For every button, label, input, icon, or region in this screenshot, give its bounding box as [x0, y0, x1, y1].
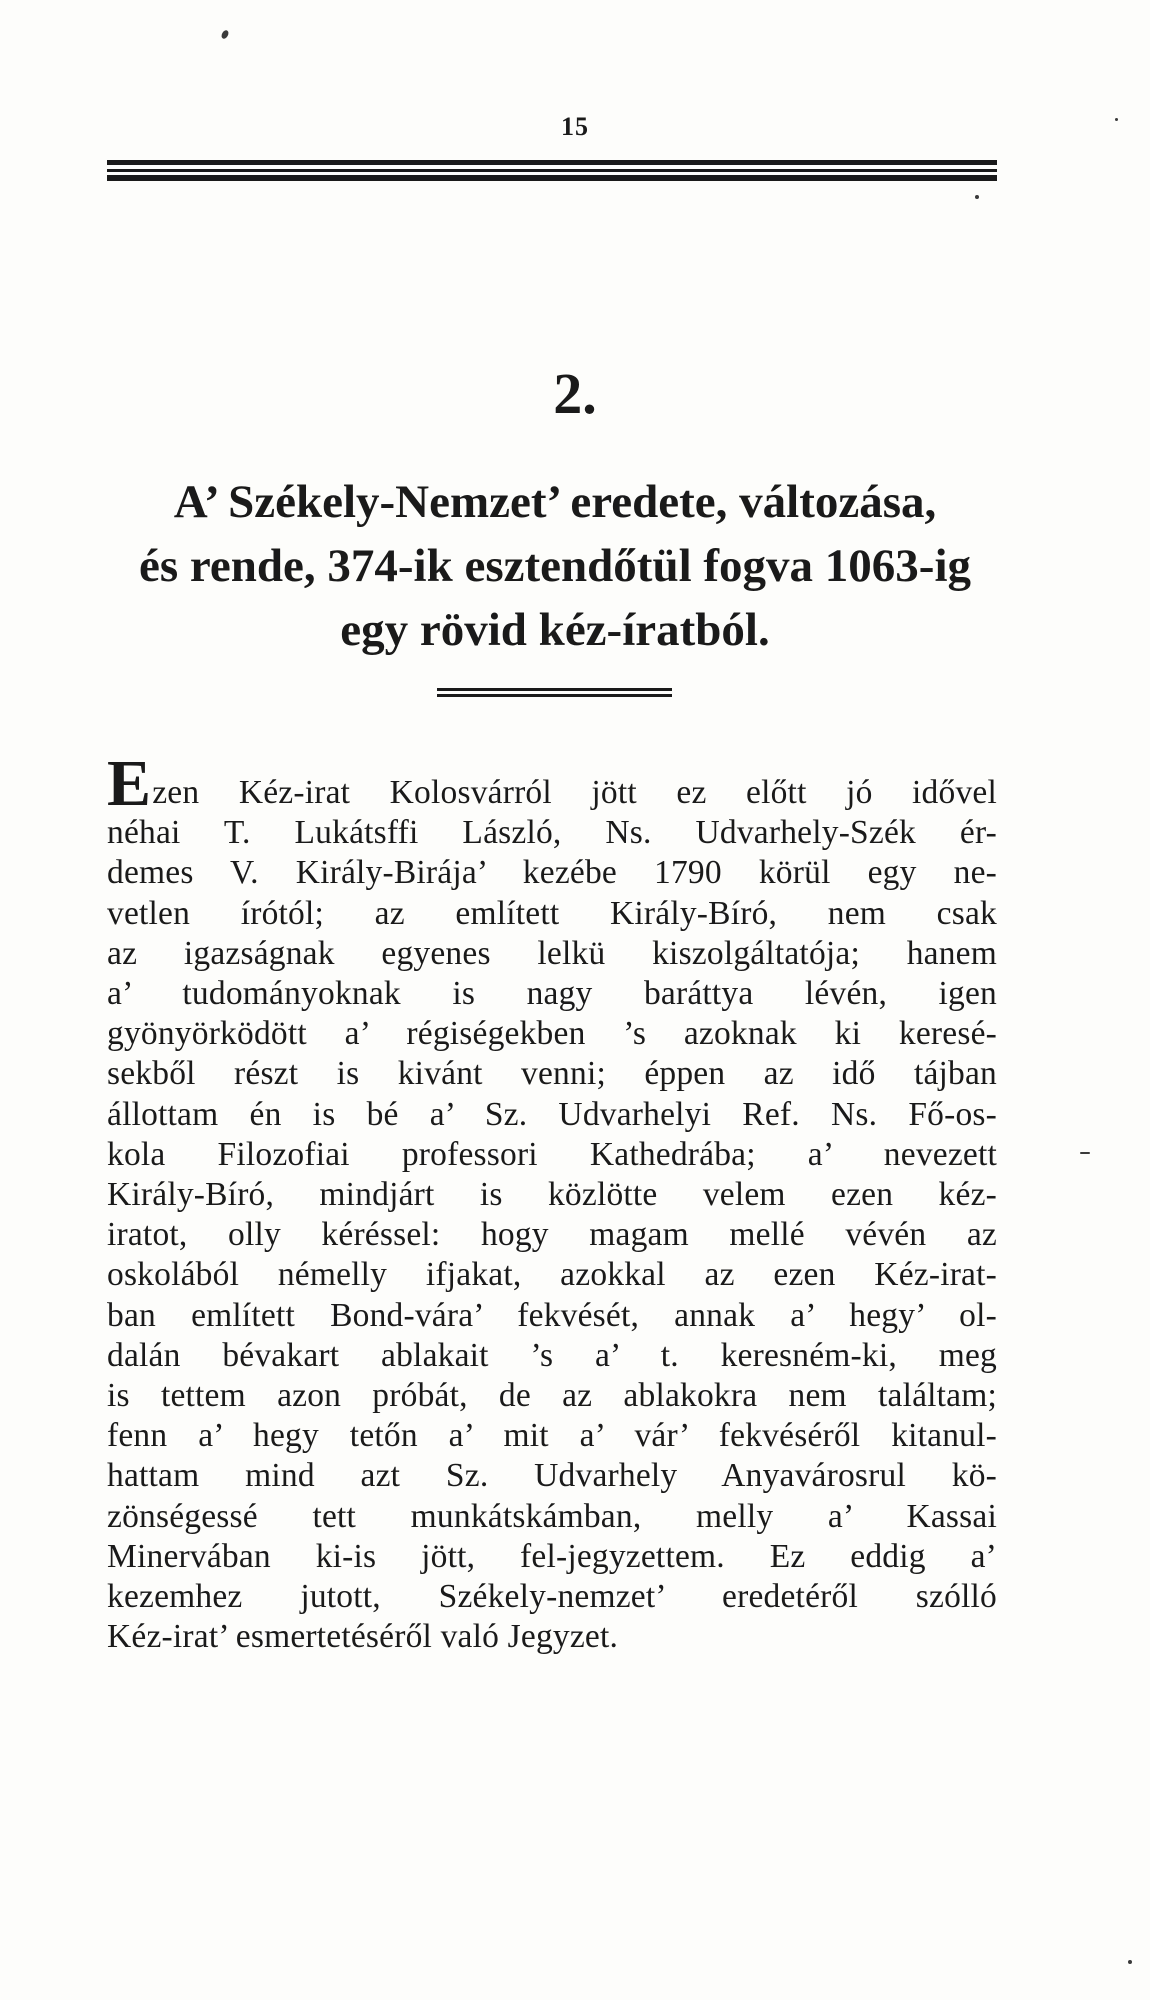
print-speck — [1128, 1960, 1132, 1964]
header-double-rule — [107, 160, 997, 182]
body-line: kezemhez jutott, Székely-nemzet’ eredetéről szólló — [107, 1578, 997, 1616]
body-line-text: zen Kéz-irat Kolosvárról jött ez előtt jó idővel — [152, 774, 997, 811]
body-line: Király-Bíró, mindjárt is közlötte velem ezen kéz- — [107, 1176, 997, 1214]
body-line: iratot, olly kéréssel: hogy magam mellé vévén az — [107, 1216, 997, 1254]
chapter-title-line: és rende, 374-ik esztendőtül fogva 1063-ig — [138, 540, 972, 592]
body-line: állottam én is bé a’ Sz. Udvarhelyi Ref. Ns. Fő-os- — [107, 1095, 997, 1133]
body-line: sekből részt is kivánt venni; éppen az idő tájban — [107, 1055, 997, 1093]
body-line: az igazságnak egyenes lelkü kiszolgáltatója; hanem — [107, 934, 997, 972]
body-line: ban említett Bond-vára’ fekvését, annak a’ hegy’ ol- — [107, 1296, 997, 1334]
page-number: 15 — [561, 112, 589, 141]
print-speck — [1080, 1152, 1090, 1154]
body-line: oskolából némelly ifjakat, azokkal az ezen Kéz-irat- — [107, 1256, 997, 1294]
body-paragraph — [107, 747, 997, 1657]
body-line: a’ tudományoknak is nagy baráttya lévén, igen — [107, 975, 997, 1013]
body-line: néhai T. Lukátsffi László, Ns. Udvarhely-Szék ér- — [107, 814, 997, 852]
drop-cap: E — [107, 747, 152, 820]
body-line: Minervában ki-is jött, fel-jegyzettem. Ez eddig a’ — [107, 1537, 997, 1575]
body-line: zönségessé tett munkátskámban, melly a’ Kassai — [107, 1497, 997, 1535]
body-line: fenn a’ hegy tetőn a’ mit a’ vár’ fekvéséről kitanul- — [107, 1417, 997, 1455]
title-separator-rule — [437, 688, 672, 698]
print-speck — [975, 195, 979, 199]
body-line: kola Filozofiai professori Kathedrába; a’ nevezett — [107, 1135, 997, 1173]
chapter-title-line: egy rövid kéz-íratból. — [340, 604, 770, 656]
body-line: is tettem azon próbát, de az ablakokra nem találtam; — [107, 1377, 997, 1415]
body-line: hattam mind azt Sz. Udvarhely Anyavárosrul kö- — [107, 1457, 997, 1495]
body-line: gyönyörködött a’ régiségekben ’s azoknak ki keresé- — [107, 1015, 997, 1053]
body-line: dalán bévakart ablakait ’s a’ t. keresném-ki, meg — [107, 1336, 997, 1374]
chapter-title — [95, 470, 1015, 662]
print-speck — [220, 29, 230, 40]
body-line: vetlen írótól; az említett Király-Bíró, nem csak — [107, 894, 997, 932]
body-line: Kéz-irat’ esmertetéséről való Jegyzet. — [107, 1618, 619, 1656]
chapter-title-line: A’ Székely-Nemzet’ eredete, változása, — [173, 476, 937, 528]
print-speck — [1115, 118, 1118, 121]
body-line: demes V. Király-Birája’ kezébe 1790 körül egy ne- — [107, 854, 997, 892]
chapter-number: 2. — [553, 361, 597, 426]
body-line — [107, 747, 997, 820]
